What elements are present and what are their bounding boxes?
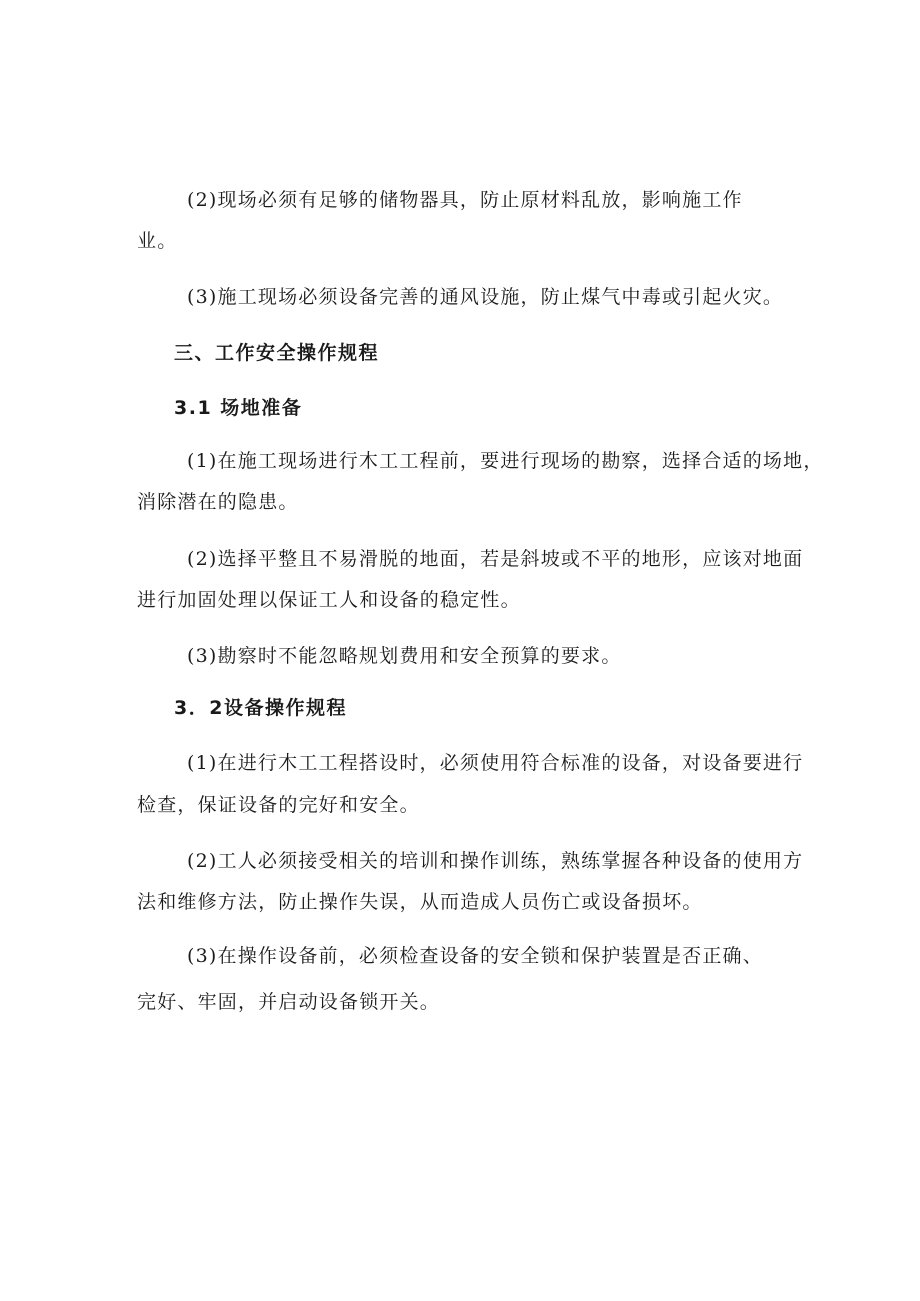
- paragraph-3-2-1-line-1: (1)在进行木工工程搭设时，必须使用符合标准的设备，对设备要进行: [187, 752, 804, 774]
- paragraph-3-2-2-line-1: (2)工人必须接受相关的培训和操作训练，熟练掌握各种设备的使用方: [187, 850, 804, 872]
- paragraph-3-2-3-line-1: (3)在操作设备前，必须检查设备的安全锁和保护装置是否正确、: [187, 945, 763, 967]
- section-3-heading: 三、工作安全操作规程: [174, 342, 380, 364]
- paragraph-3-2-3-line-2: 完好、牢固，并启动设备锁开关。: [137, 991, 441, 1013]
- subsection-3-2-heading: 3．2设备操作规程: [174, 697, 347, 719]
- paragraph-3-1-1-line-2: 消除潜在的隐患。: [137, 491, 299, 513]
- paragraph-3-1-2-line-2: 进行加固处理以保证工人和设备的稳定性。: [137, 589, 521, 611]
- paragraph-3-1-3-line-1: (3)勘察时不能忽略规划费用和安全预算的要求。: [187, 645, 622, 667]
- paragraph-3-1-2-line-1: (2)选择平整且不易滑脱的地面，若是斜坡或不平的地形，应该对地面: [187, 548, 804, 570]
- paragraph-2-2-line-1: (2)现场必须有足够的储物器具，防止原材料乱放，影响施工作: [187, 189, 743, 211]
- paragraph-2-2-line-2: 业。: [137, 230, 178, 252]
- subsection-3-1-heading: 3.1 场地准备: [174, 397, 303, 419]
- paragraph-2-3-line-1: (3)施工现场必须设备完善的通风设施，防止煤气中毒或引起火灾。: [187, 286, 784, 308]
- paragraph-3-1-1-line-1: (1)在施工现场进行木工工程前，要进行现场的勘察，选择合适的场地，: [187, 450, 824, 472]
- paragraph-3-2-1-line-2: 检查，保证设备的完好和安全。: [137, 794, 420, 816]
- paragraph-3-2-2-line-2: 法和维修方法，防止操作失误，从而造成人员伤亡或设备损坏。: [137, 891, 703, 913]
